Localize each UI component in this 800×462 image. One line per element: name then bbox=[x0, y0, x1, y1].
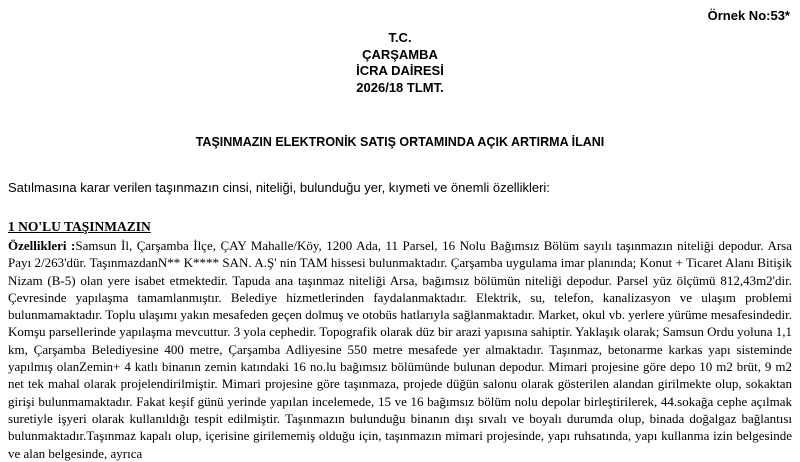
header-office: İCRA DAİRESİ bbox=[356, 63, 444, 78]
header-block bbox=[0, 30, 800, 96]
features-text: Samsun İl, Çarşamba İlçe, ÇAY Mahalle/Köy, 1200 Ada, 11 Parsel, 16 Nolu Bağımsız Bölüm sayılı taşınmazın niteliği depodur. Arsa Payı 2/263'dür. TaşınmazdanN** K**** SAN. A.Ş' nin TAM hissesi bulunmaktadır. Çarşamba uygulama imar planında; Konut + Ticaret Alanı Bitişik Nizam (B-5) olan yere isabet etmektedir. Tapuda ana taşınmaz niteliği Arsa, bağımsız bölümün niteliği depodur. Parsel yüz ölçümü 812,43m2'dir. Çevresinde yapılaşma tamamlanmıştır. Belediye hizmetlerinden faydalanmaktadır. Elektrik, su, telefon, kanalizasyon ve ulaşım problemi bulunmamaktadır. Toplu ulaşımı yakın mesafeden geçen dolmuş ve otobüs hatlarıyla sağlanmaktadır. Market, okul vb. yerlere yürüme mesafesindedir. Komşu parsellerinde yapılaşma mevcuttur. 3 yola cephedir. Topografik olarak düz bir arazi yapısına sahiptir. Yaklaşık olarak; Samsun Ordu yoluna 1,1 km, Çarşamba Belediyesine 400 metre, Çarşamba Adliyesine 550 metre mesafede yer almaktadır. Taşınmaz, betonarme karkas yapı sisteminde yapılmış olanZemin+ 4 katlı binanın zemin katındaki 16 no.lu bağımsız bölümünde bulunan depodur. Mimari projesine göre depo 10 m2 brüt, 9 m2 net tek mahal olarak projelendirilmiştir. Mimari projesine göre taşınmaza, projede düğün salonu olarak gösterilen alandan girilmekte olup, sokaktan girişi bulunmamaktadır. Fakat keşif günü yerinde yapılan incelemede, 15 ve 16 bağımsız bölüm nolu depolar birleştirilerek, 44.sokağa cephe açılmak suretiyle işyeri olarak kullanıldığı tespit edilmiştir. Taşınmazın bulunduğu binanın dışı sıvalı ve boyalı durumda olup, binada doğalgaz bağlantısı bulunmaktadır.Taşınmaz kapalı olup, içerisine girilememiş olduğu için, taşınmazın mimari projesinde, yapı ruhsatında, yapı kullanma izin belgesinde ve alan belgesinde, ayrıca bbox=[8, 238, 793, 461]
property-heading: 1 NO'LU TAŞINMAZIN bbox=[8, 219, 151, 234]
features-label: Özellikleri : bbox=[8, 238, 76, 253]
announcement-title: TAŞINMAZIN ELEKTRONİK SATIŞ ORTAMINDA AÇIK ARTIRMA İLANI bbox=[195, 135, 605, 149]
header-district: ÇARŞAMBA bbox=[362, 46, 438, 62]
header-file-number: 2026/18 TLMT. bbox=[356, 79, 444, 95]
intro-text: Satılmasına karar verilen taşınmazın cinsi, niteliği, bulunduğu yer, kıymeti ve önemli özellikleri: bbox=[8, 180, 550, 195]
header-republic: T.C. bbox=[388, 30, 412, 45]
property-features bbox=[8, 237, 792, 462]
sample-number: Örnek No:53* bbox=[707, 8, 790, 23]
